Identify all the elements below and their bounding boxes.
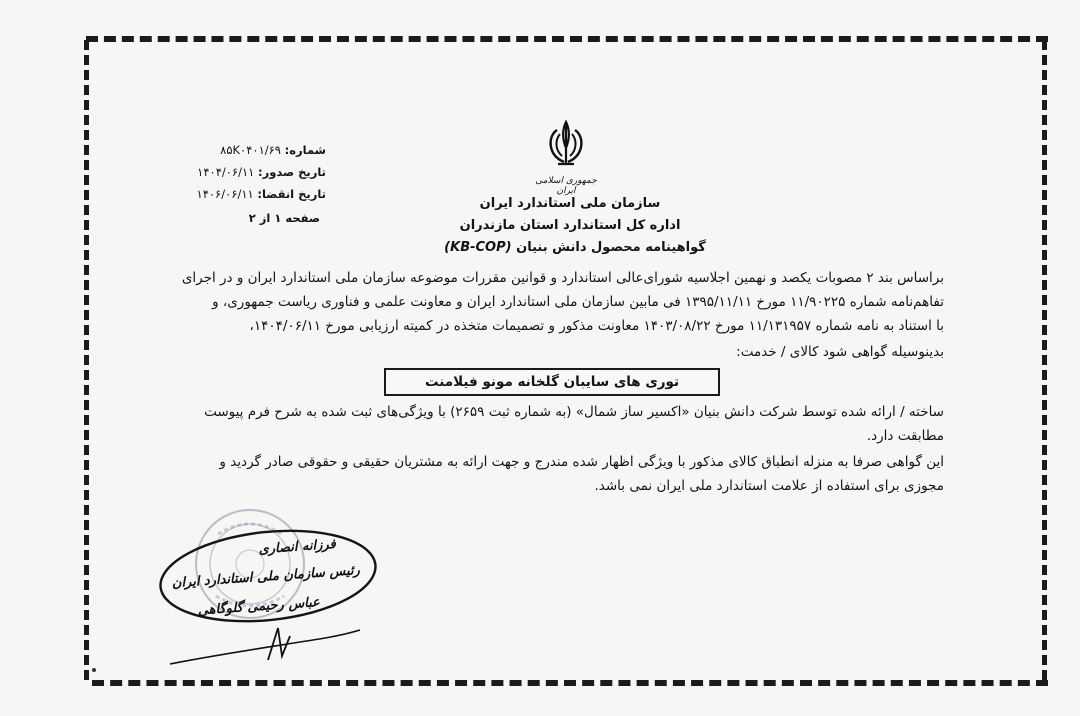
frame-border-top [86, 36, 1048, 42]
corner-mark [92, 668, 96, 672]
signer-name: فرزانه انصاری [258, 537, 337, 558]
issue-date-value: ۱۴۰۴/۰۶/۱۱ [197, 165, 255, 179]
body-line-2: تفاهم‌نامه شماره ۱۱/۹۰۲۲۵ مورخ ۱۳۹۵/۱۱/۱۱ فی مابین سازمان ملی استاندارد ایران و معاونت علمی و فناوری ریاست جمهوری، و [212, 294, 944, 310]
signer-name-2: عباس رحیمی گلوگاهی [197, 595, 321, 619]
expiry-date [196, 187, 326, 201]
number-value: ۸۵K۰۴۰۱/۶۹ [220, 143, 281, 157]
body-line-1: براساس بند ۲ مصوبات یکصد و نهمین اجلاسیه شورای‌عالی استاندارد و قوانین مقررات موضوعه سازمان ملی استاندارد ایران و در اجرای [181, 270, 944, 286]
signature-icon [150, 524, 390, 674]
body-line-5: ساخته / ارائه شده توسط شرکت دانش بنیان «اکسیر ساز شمال» (به شماره ثبت ۲۶۵۹) با ویژگی‌های ثبت شده به شرح فرم پیوست [204, 404, 944, 420]
page-indicator: صفحه ۱ از ۲ [248, 211, 320, 225]
issue-date [197, 165, 326, 179]
body-line-8: مجوزی برای استفاده از علامت استاندارد ملی ایران نمی باشد. [594, 478, 944, 494]
expiry-date-label: تاریخ انقضا: [257, 187, 326, 201]
frame-border-right [1042, 40, 1047, 680]
frame-border-left [84, 40, 89, 680]
body-line-7: این گواهی صرفا به منزله انطباق کالای مذکور با ویژگی اظهار شده مندرج و جهت ارائه به مشتریان حقیقی و حقوقی صادر گردید و [219, 454, 944, 470]
body-line-3: با استناد به نامه شماره ۱۱/۱۳۱۹۵۷ مورخ ۱۴۰۳/۰۸/۲۲ معاونت مذکور و تصمیمات متخذه در کمیته ارزیابی مورخ ۱۴۰۴/۰۶/۱۱، [249, 318, 944, 334]
body-line-4: بدینوسیله گواهی شود کالای / خدمت: [736, 344, 944, 360]
certificate-number [222, 143, 326, 157]
department-name: اداره کل استاندارد استان مازندران [459, 218, 681, 233]
iran-emblem-icon [540, 118, 592, 170]
expiry-date-value: ۱۴۰۶/۰۶/۱۱ [196, 187, 254, 201]
emblem-caption: جمهوری اسلامی ایران [535, 176, 597, 196]
issue-date-label: تاریخ صدور: [258, 165, 326, 179]
body-line-6: مطابقت دارد. [866, 428, 944, 444]
frame-border-bottom [92, 680, 1048, 686]
certificate-title [430, 240, 720, 255]
certificate-code: (KB-COP) [444, 240, 512, 255]
number-label: شماره: [284, 143, 326, 157]
organization-name: سازمان ملی استاندارد ایران [479, 196, 661, 211]
product-name: توری های سایبان گلخانه مونو فیلامنت [424, 374, 680, 390]
product-name-box [384, 368, 720, 396]
certificate-title-text: گواهینامه محصول دانش بنیان [516, 240, 706, 255]
signer-title: رئیس سازمان ملی استاندارد ایران [171, 563, 361, 592]
